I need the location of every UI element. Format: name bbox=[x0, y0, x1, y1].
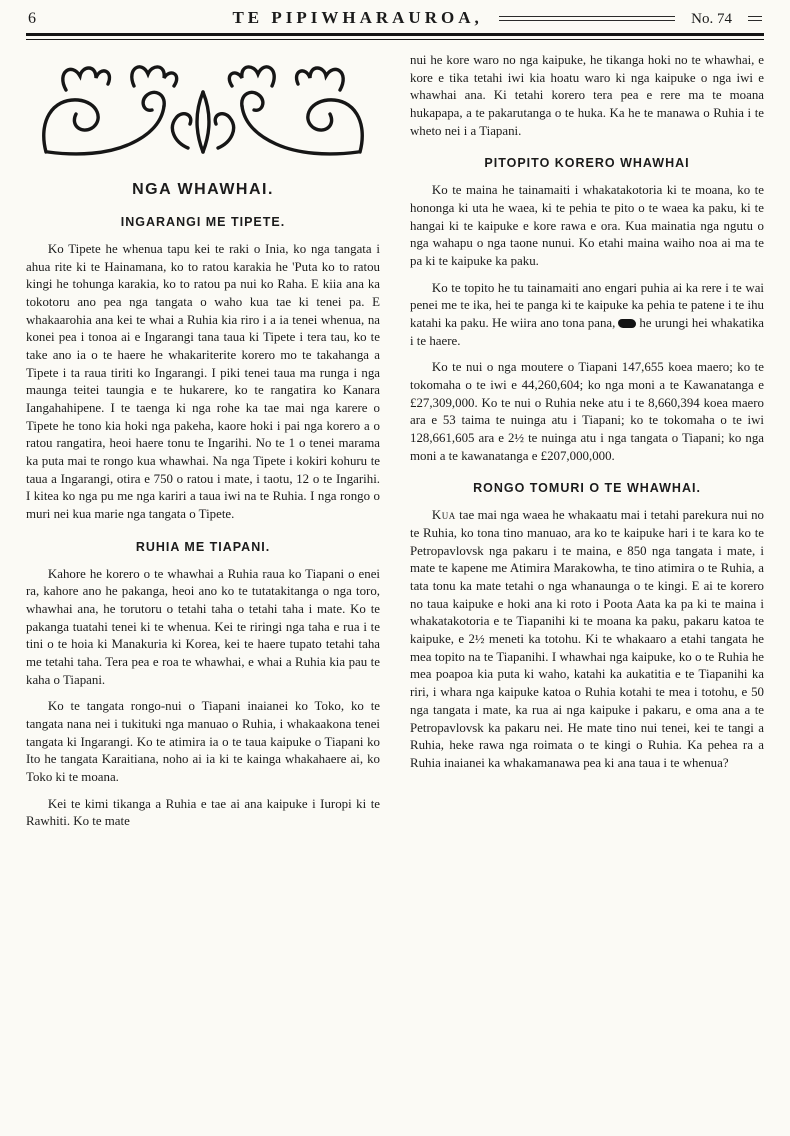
paragraph: Kahore he korero o te whawhai a Ruhia raua ko Tiapani o enei ra, kahore ano he pakanga, heoi ano ko te tutatakitanga o nga toro, whawhai ana, he torutoru o tetahi taha o tetahi taha i mate. Ko te pakanga tuatahi tenei ki te whenua. Kei te riringi nga taha e rua i te tini o te hoia ki Manakuria ki Korea, kei te haere tupato tetahi taha me tetahi taha. Tera pea e roa te whawhai, e whai a Ruhia kia pau te kaha o Tiapani. bbox=[26, 566, 380, 687]
paragraph-statistics: Ko te nui o nga moutere o Tiapani 147,655 koea maero; ko te tokomaha o te iwi e 44,260,604; ko nga moni a te Kawanatanga e £27,309,000. Ko te nui o Ruhia neke atu i te 8,660,394 koea maero ara e 53 taima te nuinga atu i Tiapani; ko te tokomaha o te iwi 128,661,605 ara e 2½ te nuinga atu i nga tangata o Tiapani; ko nga moni a te kawanatanga e £207,000,000. bbox=[410, 360, 764, 463]
section-heading-rongo-tomuri: RONGO TOMURI O TE WHAWHAI. bbox=[473, 481, 701, 496]
section-heading-ingarangi-me-tipete: INGARANGI ME TIPETE. bbox=[120, 215, 286, 229]
paragraph-with-ink-blot bbox=[410, 280, 764, 351]
paragraph: Ko te maina he tainamaiti i whakatakotoria ki te moana, ko te hononga ki uta he waea, ki te pehia te pito o te waea ka paku, ki te hangai ki te kaipuke e kore rawa e ora. Kua mainatia nga ngutu o nga wahapu o nga taone nunui. Ko etahi maina waiho noa ai ma te pa ki te kaipuke ka paku. bbox=[410, 183, 764, 269]
paragraph: Ko te tangata rongo-nui o Tiapani inaianei ko Toko, ko te tangata nana nei i tukituki nga manuao o Ruhia, i whakaakona tenei tangata ki Ingarangi. Ko te atimira ia o te taua kaipuke o Tiapani ko Ito he tangata Karaitiana, noho ai ia ki te kainga whakahaere ai, ko Toko ki te moana. bbox=[26, 699, 380, 785]
masthead bbox=[26, 6, 764, 28]
masthead-rule-segment bbox=[499, 16, 675, 21]
ink-blot bbox=[618, 319, 636, 328]
section-heading-ruhia-me-tiapani: RUHIA ME TIAPANI. bbox=[135, 539, 271, 554]
paragraph: Kei te kimi tikanga a Ruhia e tae ai ana kaipuke i Iuropi ki te Rawhiti. Ko te mate bbox=[26, 796, 380, 829]
paragraph-text: he urungi hei whakatika i te haere. bbox=[410, 316, 764, 348]
paragraph-continuation: nui he kore waro no nga kaipuke, he tikanga hoki no te whawhai, e kore e tika tetahi iwi kia hoatu waro ki nga kaipuke o nga iwi e whawhai ana. Ki tetahi korero tera pea e rere ma te moana hukapapa, a te pakarutanga o te huka. Ka he te manawa o Ruhia i te wheto nei i a Tiapani. bbox=[410, 53, 764, 138]
body-columns bbox=[26, 52, 764, 840]
paragraph-text: Ko te topito he tu tainamaiti ano engari puhia ai ka rere i te wai penei me te ika, hei te panga ki te kaipuke ka pehia te patene i te ihu katahi ka paku. He wiira ano tona pana, bbox=[410, 280, 764, 331]
article-main-heading: NGA WHAWHAI. bbox=[132, 181, 274, 198]
paragraph: Ko Tipete he whenua tapu kei te raki o Inia, ko nga tangata i ahua rite ki te Hainamana, ko to ratou karakia he 'Puta ko to ratou kingi he tohunga karakia, ko to ratou pa nui ko Raha. E kiia ana ka tokotoru ano pea nga tangata o waho kua tae ki tenei pa. E whakaarohia ana kei te whai a Ruhia kia riro i a ia tenei whenua, na konei pea i tonoa ai e Ingarangi tana taua ki Tipete i tera tau, ko te take ano ia o te haere he whakariterite korero mo te takahanga a Tipete i ta raua tiriti ko Ingarangi. I piki tenei taua ma runga i nga maunga teitei taungia e te hukarere, ko te rangatira ko Kanara Iangahahipene. I te taenga ki nga rohe ka tae mai nga karere o Tipete he tono kia hoki nga pakeha, kaore hoki i pai nga korero a o ratou rangatira, heoi haere tonu te Ingarihi. No te 1 o tenei marama ka puta mai te rongo kua whawhai. Na nga Tipete i kokiri kohuru te taua a Ingarangi, otira e 750 o ratou i mate, i taotu, 12 o te Ingarihi. I kitea ko nga pu me nga kariri a taua iwi na te Ruhia. I nga rongo o muri nei kua marie nga tangata o Tipete. bbox=[26, 242, 380, 522]
lead-small-caps: Kua bbox=[431, 508, 456, 523]
page-number: 6 bbox=[28, 10, 36, 27]
left-column bbox=[26, 52, 380, 840]
paragraph-text: tae mai nga waea he whakaatu mai i tetahi parekura nui no te Ruhia, ko tona tino manuao, ara ko te kaipuke hari i te kara ko te Petropavlovsk nga pakaru i te maina, e 850 nga tangata i mate, i mate te kapene me Atimira Marakowha, te tino atimira o te Ruhia, a tata tonu ka mate tetahi o nga whanaunga o te kingi. E ai te korero no taua kaipuke e hoki ana ki roto i Poota Aata ka pa ki te maina i whakatakotoria e te Tiapanihi ki te moana ka paku, pakaru katoa te kaipuke, e 2½ meneti ka totohu. Ki te whakaaro a etahi tangata he mea topito na te Tiapanihi. I whawhai nga kaipuke, ko o te Ruhia he mea poapoa kia puta ki waho, katahi ka aukatitia e te Tiapanihi ka riri, i whara nga kaipuke katoa o Ruhia kotahi te mea i totohu, e 50 nga tangata i mate, ka rua ai nga kaipuke i pakaru, e oma ana a te Petropavlovsk ka pakaru nei. He mate tino nui tenei, kei te tangi a Ruhia, heke rawa nga roimata o te kingi o Ruhia. Ka pehea ra a Ruhia inaianei ka whakamanawa pea ki ana taua i te whenua? bbox=[410, 508, 764, 770]
masthead-double-rule bbox=[26, 33, 764, 40]
flourish-ornament-icon bbox=[38, 56, 368, 160]
paragraph bbox=[410, 507, 764, 772]
newspaper-title: TE PIPIWHARAUROA, bbox=[232, 8, 483, 27]
section-heading-pitopito-korero: PITOPITO KORERO WHAWHAI bbox=[484, 156, 690, 171]
masthead-rule-segment-end bbox=[748, 16, 762, 21]
right-column bbox=[410, 52, 764, 840]
ornament-wrap bbox=[26, 56, 380, 165]
issue-number: No. 74 bbox=[691, 11, 733, 27]
